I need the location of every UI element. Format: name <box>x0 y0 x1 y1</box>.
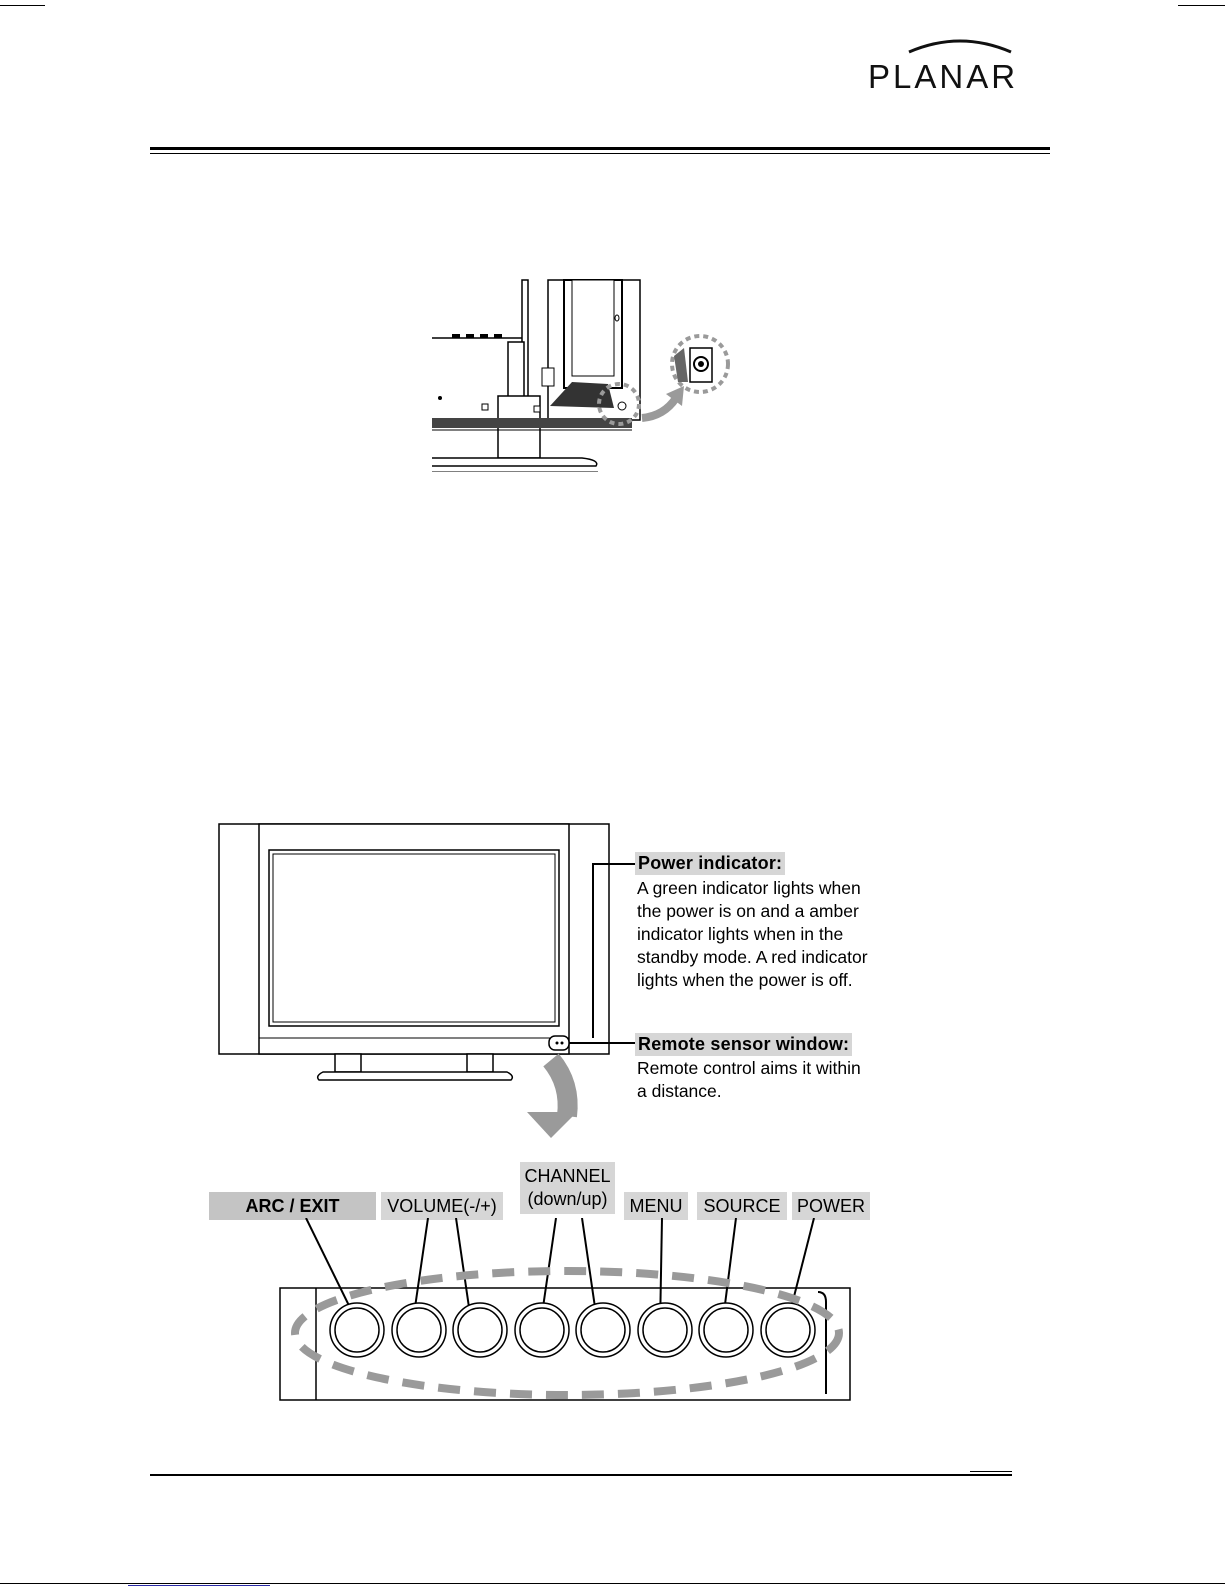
power-indicator-line: the power is on and a amber <box>637 901 859 921</box>
footer-link[interactable] <box>128 1563 270 1586</box>
remote-sensor-line: Remote control aims it within <box>637 1058 861 1078</box>
label-source: SOURCE <box>697 1192 787 1220</box>
header-rule <box>150 147 1050 150</box>
footer-rule <box>150 1474 1012 1476</box>
front-panel-illustration <box>215 820 635 1140</box>
power-indicator-line: indicator lights when in the <box>637 924 844 944</box>
label-channel <box>520 1162 615 1214</box>
footer-rule-right <box>970 1471 1012 1472</box>
crop-mark-top-right <box>1178 5 1225 6</box>
label-channel-line2: (down/up) <box>527 1189 608 1209</box>
power-indicator-title: Power indicator: <box>635 852 785 875</box>
rear-power-switch-illustration <box>432 278 742 472</box>
logo-arc-icon <box>905 34 1015 56</box>
label-arc-exit: ARC / EXIT <box>209 1192 376 1220</box>
remote-sensor-title: Remote sensor window: <box>635 1033 852 1056</box>
power-indicator-line: standby mode. A red indicator <box>637 947 868 967</box>
power-indicator-line: lights when the power is off. <box>637 970 853 990</box>
label-menu: MENU <box>624 1192 688 1220</box>
power-indicator-line: A green indicator lights when <box>637 878 861 898</box>
remote-sensor-line: a distance. <box>637 1081 722 1101</box>
control-button-panel-illustration <box>270 1218 860 1408</box>
label-volume: VOLUME(-/+) <box>381 1192 503 1220</box>
crop-mark-top-left <box>0 5 45 6</box>
brand-name: PLANAR <box>868 58 1019 95</box>
label-power: POWER <box>792 1192 870 1220</box>
header-rule-thin <box>150 153 1050 154</box>
label-channel-line1: CHANNEL <box>524 1166 611 1186</box>
